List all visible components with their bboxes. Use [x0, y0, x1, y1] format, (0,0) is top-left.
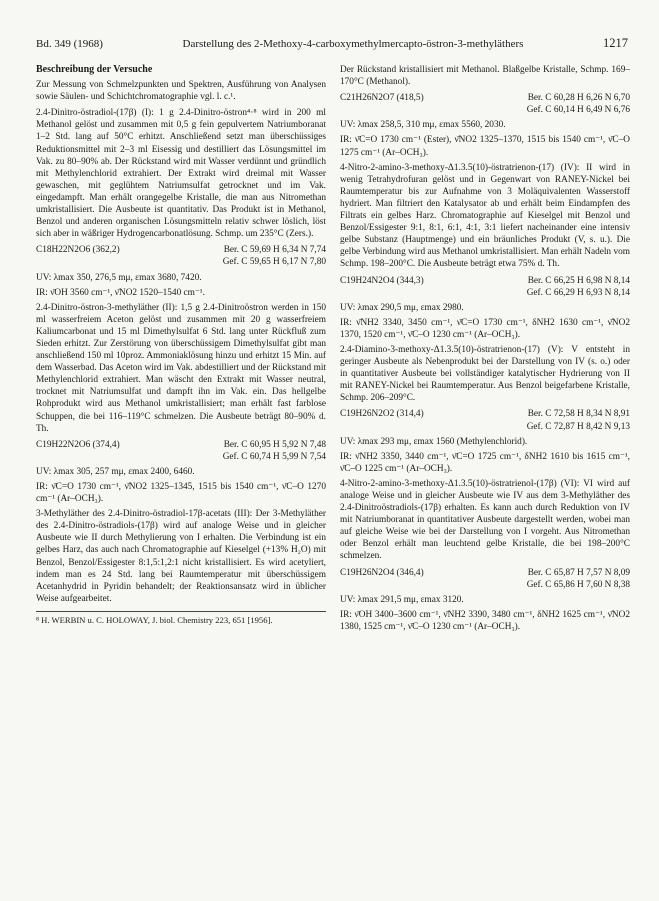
analysis-row [340, 287, 630, 299]
intro-paragraph: Zur Messung von Schmelzpunkten und Spektren, Ausführung von Analysen sowie Säulen- und Schichtchromatographie vgl. l. c.¹. [36, 80, 326, 103]
analysis-calculated: Ber. C 65,87 H 7,57 N 8,09 [527, 567, 630, 578]
analysis-row [340, 104, 630, 116]
uv-spectrum: UV: λmax 305, 257 mμ, εmax 2400, 6460. [36, 466, 195, 477]
formula: C21H26N2O7 (418,5) [340, 93, 424, 104]
ir-spectrum: IR: ν̄NH2 3340, 3450 cm⁻¹, ν̄C=O 1730 cm⁻¹, δNH2 1630 cm⁻¹, ν̄NO2 1370, 1520 cm⁻¹, ν̄C–O 1230 cm⁻¹ (Ar–OCH₃). [340, 317, 630, 340]
analysis-found: Gef. C 60,14 H 6,49 N 6,76 [526, 105, 630, 116]
analysis-row [36, 439, 326, 451]
uv-spectrum: UV: λmax 350, 276,5 mμ, εmax 3680, 7420. [36, 272, 202, 283]
procedure-paragraph-6: 4-Nitro-2-amino-3-methoxy-Δ1.3.5(10)-östratrienol-(17β) (VI): VI wird auf analoge Weise und in gleicher Ausbeute wie IV aus dem 3-Methyläther des 2.4-Dinitroöstradiols-(17β) erhalten. Es kann auch durch Reduktion von IV mit Natriumboranat in quantitativer Ausbeute dargestellt werden, wobei man auf gleiche Weise wie bei der Darstellung von I vorgeht. Aus Nitromethan oder Benzol erhält man leuchtend gelbe Kristalle, die bei 198–200°C schmelzen. [340, 478, 630, 562]
analysis-row [340, 567, 630, 579]
analysis-row [340, 275, 630, 287]
analysis-row [340, 421, 630, 433]
formula: C19H24N2O4 (344,3) [340, 275, 424, 286]
analysis-row [340, 579, 630, 591]
analysis-calculated: Ber. C 59,69 H 6,34 N 7,74 [223, 245, 326, 256]
ir-spectrum: IR: ν̄NH2 3350, 3440 cm⁻¹, ν̄C=O 1725 cm⁻¹, δNH2 1610 bis 1615 cm⁻¹, ν̄C–O 1225 cm⁻¹ (Ar–OCH₃). [340, 451, 630, 474]
journal-volume: Bd. 349 (1968) [36, 38, 103, 50]
analysis-calculated: Ber. C 72,58 H 8,34 N 8,91 [527, 409, 630, 420]
procedure-paragraph-1: 2.4-Dinitro-östradiol-(17β) (I): 1 g 2.4-Dinitro-östron⁴·⁸ wird in 200 ml Methanol gelöst und zusammen mit 0,5 g fein gepulvertem Natriumboranat 1–2 Std. lang auf 50°C erhitzt. Anschließend setzt man überschüssiges Reduktionsmittel mit 2–3 ml Eisessig und destilliert das Lösungsmittel im Vak. zu 80–90% ab. Der Rückstand wird mit Wasser verdünnt und gründlich mit Methylenchlorid extrahiert. Der Extrakt wird dreimal mit Wasser gewaschen, mit geglühtem Natriumsulfat getrocknet und im Vak. eingedampft. Man erhält orangegelbe Kristalle, die man aus Nitromethan umkristallisiert. Die Ausbeute ist quantitativ. Das Produkt ist in Methanol, Benzol und anderen organischen Lösungsmitteln relativ schwer löslich, löst sich aber in wäßriger Hydrogencarbonatlösung. Schmp. um 235°C (Zers.). [36, 108, 326, 240]
procedure-paragraph-2: 2.4-Dinitro-östron-3-methyläther (II): 1,5 g 2.4-Dinitroöstron werden in 150 ml wasserfreiem Aceton gelöst und zusammen mit 20 g wasserfreiem Kaliumcarbonat und 15 ml Dimethylsulfat 6 Std. lang unter Rückfluß zum Sieden erhitzt. Zur Zerstörung von überschüssigem Dimethylsulfat gibt man anschließend 150 ml 10proz. Ammoniaklösung hinzu und erhitzt 15 Min. auf dem Wasserbad. Das Aceton wird im Vak. abdestilliert und der Rückstand mit Methylenchlorid extrahiert. Man wäscht den Extrakt mit Wasser neutral, trocknet mit Natriumsulfat und dampft ihn im Vak. ein. Das hellgelbe Rohprodukt wird aus Methanol umkristallisiert; man erhält fast farblose Schuppen, die bei 116–119°C schmelzen. Die Ausbeute beträgt 80–90% d. Th. [36, 302, 326, 434]
uv-spectrum: UV: λmax 258,5, 310 mμ, εmax 5560, 2030. [340, 120, 506, 131]
procedure-paragraph-3: 3-Methyläther des 2.4-Dinitro-östradiol-17β-acetats (III): Der 3-Methyläther des 2.4-Dinitro-östradiols-(17β) wird auf analoge Weise und in gleicher Ausbeute wie II durch Methylierung von I erhalten. Die Verbindung ist ein gelbes Harz, das auch nach Chromatographie auf Kieselgel (+13% H₂O) mit Benzol, Benzol/Essigester 8:1,5:1,2:1 nicht kristallisiert. Es wird acetyliert, indem man es 24 Std. lang bei Raumtemperatur mit überschüssigem Acetanhydrid in Pyridin behandelt; der Reaktionsansatz wird in üblicher Weise aufgearbeitet. [36, 509, 326, 604]
analysis-found: Gef. C 66,29 H 6,93 N 8,14 [526, 287, 630, 298]
analysis-row [36, 256, 326, 268]
footnote: ⁸ H. WERBIN u. C. HOLOWAY, J. biol. Chemistry 223, 651 [1956]. [36, 611, 326, 626]
procedure-paragraph-4: 4-Nitro-2-amino-3-methoxy-Δ1.3.5(10)-östratrienon-(17) (IV): II wird in wenig Tetrahydrofuran gelöst und in Gegenwart von RANEY-Nickel bei Raumtemperatur bis zur Aufnahme von 3 Moläquivalenten Wasserstoff hydriert. Man filtriert den Katalysator ab und erhält beim Eindampfen des Filtrats ein gelbes Harz. Chromatographie auf Kieselgel mit Benzol und Benzol/Essigester 9:1, 8:1, 6:1, 4:1, 3:1 liefert nacheinander eine intensiv gelbe Substanz (Hauptmenge) und ein bräunliches Produkt (V, s. u.). Die gelbe Verbindung wird aus Methanol umkristallisiert. Man erhält Nadeln vom Schmp. 198–200°C. Die Ausbeute beträgt etwa 75% d. Th. [340, 162, 630, 270]
analysis-row [36, 451, 326, 463]
ir-spectrum: IR: ν̄C=O 1730 cm⁻¹ (Ester), ν̄NO2 1325–1370, 1515 bis 1540 cm⁻¹, ν̄C–O 1275 cm⁻¹ (Ar–OCH₃). [340, 135, 630, 158]
uv-spectrum: UV: λmax 293 mμ, εmax 1560 (Methylenchlorid). [340, 436, 528, 447]
analysis-calculated: Ber. C 66,25 H 6,98 N 8,14 [527, 275, 630, 286]
running-header [36, 36, 628, 52]
ir-spectrum: IR: ν̄C=O 1730 cm⁻¹, ν̄NO2 1325–1345, 1515 bis 1540 cm⁻¹, ν̄C–O 1270 cm⁻¹ (Ar–OCH₃). [36, 482, 326, 505]
formula: C18H22N2O6 (362,2) [36, 245, 120, 256]
analysis-row [340, 408, 630, 420]
analysis-found: Gef. C 59,65 H 6,17 N 7,80 [222, 257, 326, 268]
uv-spectrum: UV: λmax 291,5 mμ, εmax 3120. [340, 594, 464, 605]
running-title: Darstellung des 2-Methoxy-4-carboxymethylmercapto-östron-3-methyläthers [182, 38, 524, 50]
analysis-row [340, 92, 630, 104]
analysis-found: Gef. C 65,86 H 7,60 N 8,38 [526, 579, 630, 590]
continued-paragraph: Der Rückstand kristallisiert mit Methanol. Blaßgelbe Kristalle, Schmp. 169–170°C (Methanol). [340, 65, 630, 88]
analysis-found: Gef. C 60,74 H 5,99 N 7,54 [222, 451, 326, 462]
ir-spectrum: IR: ν̄OH 3400–3600 cm⁻¹, ν̄NH2 3390, 3480 cm⁻¹, δNH2 1625 cm⁻¹, ν̄NO2 1380, 1525 cm⁻¹, ν̄C–O 1230 cm⁻¹ (Ar–OCH₃). [340, 609, 630, 632]
analysis-found: Gef. C 72,87 H 8,42 N 9,13 [526, 421, 630, 432]
ir-spectrum: IR: ν̄OH 3560 cm⁻¹, ν̄NO2 1520–1540 cm⁻¹. [36, 287, 205, 298]
formula: C19H22N2O6 (374,4) [36, 439, 120, 450]
formula: C19H26N2O2 (314,4) [340, 409, 424, 420]
procedure-paragraph-5: 2.4-Diamino-3-methoxy-Δ1.3.5(10)-östratrienon-(17) (V): V entsteht in geringer Ausbeute als Nebenprodukt bei der Darstellung von IV (s. o.) oder in quantitativer Ausbeute bei vollständiger katalytischer Hydrierung von II mit RANEY-Nickel bei Raumtemperatur. Aus Benzol beigefarbene Kristalle, Schmp. 206–209°C. [340, 344, 630, 404]
page-number: 1217 [602, 36, 628, 50]
uv-spectrum: UV: λmax 290,5 mμ, εmax 2980. [340, 302, 464, 313]
formula: C19H26N2O4 (346,4) [340, 567, 424, 578]
analysis-row [36, 244, 326, 256]
left-column [36, 64, 326, 626]
analysis-calculated: Ber. C 60,28 H 6,26 N 6,70 [527, 93, 630, 104]
analysis-calculated: Ber. C 60,95 H 5,92 N 7,48 [223, 439, 326, 450]
right-column [340, 64, 630, 636]
section-heading: Beschreibung der Versuche [36, 64, 153, 75]
